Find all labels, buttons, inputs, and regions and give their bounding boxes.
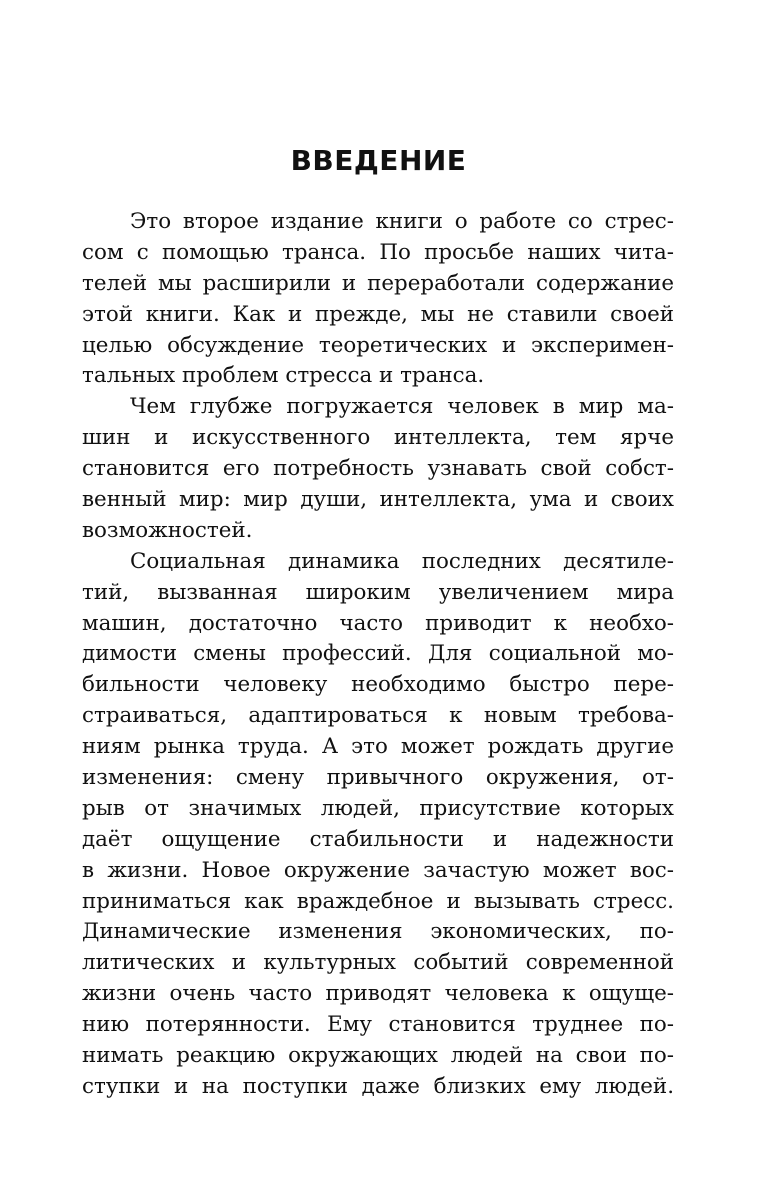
text-line: Чем глубже погружается человек в мир ма- bbox=[130, 394, 674, 420]
text-line: литических и культурных событий современной bbox=[82, 950, 674, 976]
chapter-title: ВВЕДЕНИЕ bbox=[290, 144, 467, 177]
text-line: ниям рынка труда. А это может рождать другие bbox=[82, 734, 674, 760]
text-line: становится его потребность узнавать свой собст- bbox=[82, 456, 674, 482]
text-line: возможностей. bbox=[82, 517, 253, 543]
text-line: тий, вызванная широким увеличением мира bbox=[82, 579, 674, 605]
text-line: венный мир: мир души, интеллекта, ума и своих bbox=[82, 487, 674, 513]
text-line: тальных проблем стресса и транса. bbox=[82, 363, 485, 389]
text-line: этой книги. Как и прежде, мы не ставили своей bbox=[82, 301, 674, 327]
text-line: ступки и на поступки даже близких ему людей. bbox=[82, 1073, 674, 1099]
text-line: приниматься как враждебное и вызывать стресс. bbox=[82, 888, 674, 914]
text-line: сом с помощью транса. По просьбе наших чита- bbox=[82, 239, 674, 265]
text-line: Социальная динамика последних десятиле- bbox=[130, 548, 674, 574]
body-text bbox=[82, 207, 674, 1103]
text-line: страиваться, адаптироваться к новым требова- bbox=[82, 703, 674, 729]
text-line: жизни очень часто приводят человека к ощуще- bbox=[82, 981, 674, 1007]
text-line: нимать реакцию окружающих людей на свои по- bbox=[82, 1043, 674, 1069]
text-line: Это второе издание книги о работе со стрес- bbox=[130, 209, 674, 234]
text-line: даёт ощущение стабильности и надежности bbox=[82, 826, 674, 852]
text-line: бильности человеку необходимо быстро пере- bbox=[82, 672, 674, 698]
text-line: машин, достаточно часто приводит к необхо- bbox=[82, 610, 674, 636]
text-line: нию потерянности. Ему становится труднее по- bbox=[82, 1012, 674, 1038]
text-line: целью обсуждение теоретических и эксперимен- bbox=[82, 332, 674, 358]
text-line: телей мы расширили и переработали содержание bbox=[82, 270, 674, 296]
text-line: изменения: смену привычного окружения, от- bbox=[82, 765, 674, 791]
text-line: рыв от значимых людей, присутствие которых bbox=[82, 795, 674, 821]
text-line: в жизни. Новое окружение зачастую может вос- bbox=[82, 857, 674, 883]
text-line: димости смены профессий. Для социальной мо- bbox=[82, 641, 674, 667]
text-line: Динамические изменения экономических, по- bbox=[82, 919, 674, 945]
text-line: шин и искусственного интеллекта, тем ярче bbox=[82, 425, 674, 451]
